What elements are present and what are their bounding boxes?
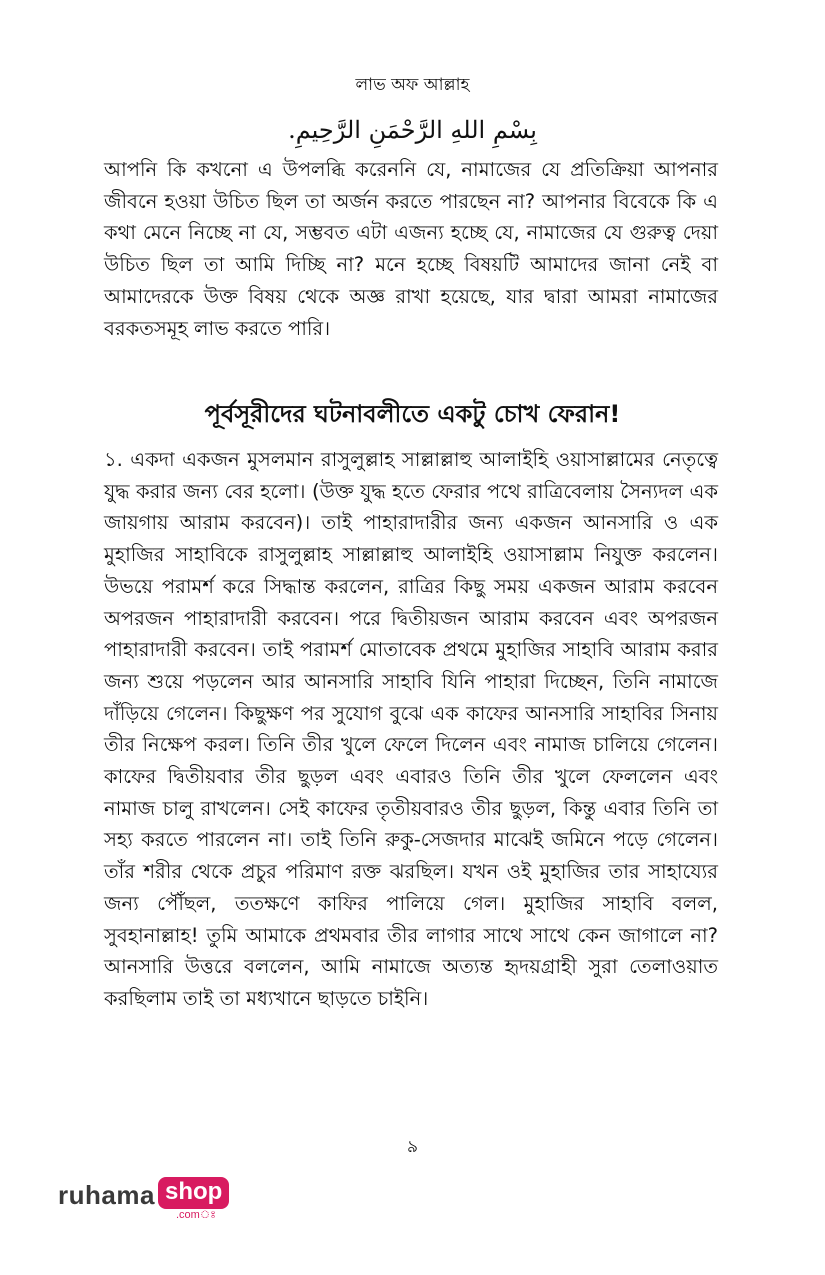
section-heading: পূর্বসূরীদের ঘটনাবলীতে একটু চোখ ফেরান! [204,400,621,428]
logo-domain: .comঃ [176,1209,217,1221]
logo-word: ruhama [58,1180,155,1210]
running-title: লাভ অফ আল্লাহ [355,75,470,95]
ruhama-shop-logo [58,1176,258,1224]
logo-shop-badge: shop [158,1177,229,1209]
page-number: ৯ [406,1137,419,1157]
intro-paragraph: আপনি কি কখনো এ উপলব্ধি করেননি যে, নামাজের যে প্রতিক্রিয়া আপনার জীবনে হওয়া উচিত ছিল তা অর্জন করতে পারছেন না? আপনার বিবেকে কি এ কথা মেনে নিচ্ছে না যে, সম্ভবত এটা এজন্য হচ্ছে যে, নামাজের যে গুরুত্ব দেয়া উচিত ছিল তা আমি দিচ্ছি না? মনে হচ্ছে বিষয়টি আমাদের জানা নেই বা আমাদেরকে উক্ত বিষয় থেকে অজ্ঞ রাখা হয়েছে, যার দ্বারা আমরা নামাজের বরকতসমূহ লাভ করতে পারি। [104,158,718,340]
story-paragraph: ১. একদা একজন মুসলমান রাসুলুল্লাহ সাল্লাল্লাহু আলাইহি ওয়াসাল্লামের নেতৃত্বে যুদ্ধ করার জন্য বের হলো। (উক্ত যুদ্ধ হতে ফেরার পথে রাত্রিবেলায় সৈন্যদল এক জায়গায় আরাম করবেন)। তাই পাহারাদারীর জন্য একজন আনসারি ও এক মুহাজির সাহাবিকে রাসুলুল্লাহ সাল্লাল্লাহু আলাইহি ওয়াসাল্লাম নিযুক্ত করলেন। উভয়ে পরামর্শ করে সিদ্ধান্ত করলেন, রাত্রির কিছু সময় একজন আরাম করবেন অপরজন পাহারাদারী করবেন। পরে দ্বিতীয়জন আরাম করবেন এবং অপরজন পাহারাদারী করবেন। তাই পরামর্শ মোতাবেক প্রথমে মুহাজির সাহাবি আরাম করার জন্য শুয়ে পড়লেন আর আনসারি সাহাবি যিনি পাহারা দিচ্ছেন, তিনি নামাজে দাঁড়িয়ে গেলেন। কিছুক্ষণ পর সুযোগ বুঝে এক কাফের আনসারি সাহাবির সিনায় তীর নিক্ষেপ করল। তিনি তীর খুলে ফেলে দিলেন এবং নামাজ চালিয়ে গেলেন। কাফের দ্বিতীয়বার তীর ছুড়ল এবং এবারও তিনি তীর খুলে ফেললেন এবং নামাজ চালু রাখলেন। সেই কাফের তৃতীয়বারও তীর ছুড়ল, কিন্তু এবার তিনি তা সহ্য করতে পারলেন না। তাই তিনি রুকু-সেজদার মাঝেই জমিনে পড়ে গেলেন। তাঁর শরীর থেকে প্রচুর পরিমাণ রক্ত ঝরছিল। যখন ওই মুহাজির তার সাহায্যের জন্য পৌঁছল, ততক্ষণে কাফির পালিয়ে গেল। মুহাজির সাহাবি বলল, সুবহানাল্লাহ! তুমি আমাকে প্রথমবার তীর লাগার সাথে সাথে কেন জাগালে না? আনসারি উত্তরে বললেন, আমি নামাজে অত্যন্ত হৃদয়গ্রাহী সুরা তেলাওয়াত করছিলাম তাই তা মধ্যখানে ছাড়তে চাইনি। [104,448,718,1010]
basmala: بِسْمِ اللهِ الرَّحْمَنِ الرَّحِيمِ. [288,116,537,144]
